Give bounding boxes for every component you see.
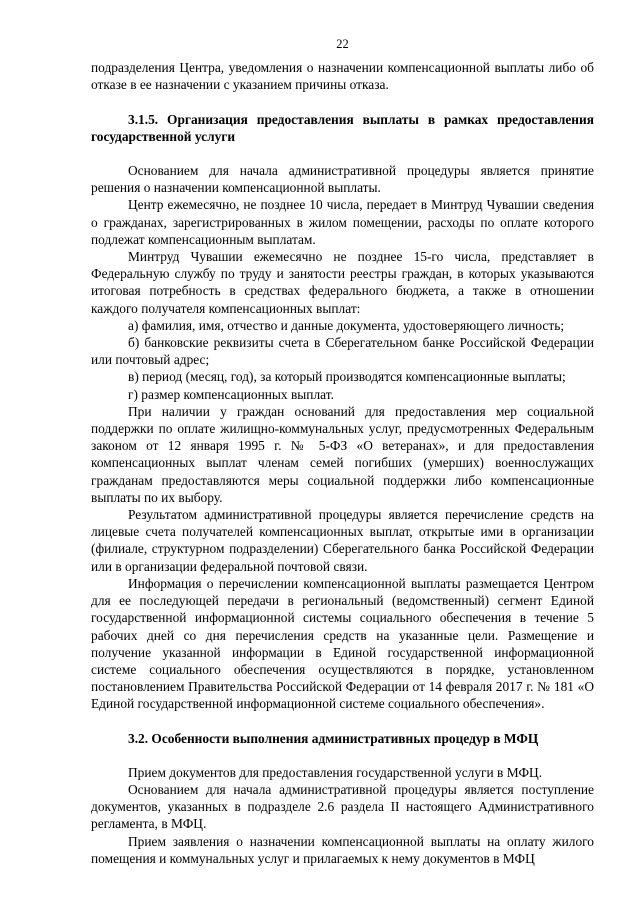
paragraph: Прием документов для предоставления государственной услуги в МФЦ. xyxy=(128,764,543,780)
paragraph: Результатом административной процедуры является перечисление средств на лицевые счета получателей компенсационных выплат, открытые ими в организации (филиале, структурном подразделении) Сберегательного банка Российской Федерации или в организации федеральной почтовой связи. xyxy=(91,507,594,574)
section-heading-3-2: 3.2. Особенности выполнения административных процедур в МФЦ xyxy=(128,730,539,746)
section-body-3-1-5 xyxy=(91,162,594,713)
paragraph: Прием заявления о назначении компенсационной выплаты на оплату жилого помещения и коммунальных услуг и прилагаемых к нему документов в МФЦ xyxy=(91,833,594,866)
paragraph: Минтруд Чувашии ежемесячно не позднее 15-го числа, представляет в Федеральную службу по труду и занятости реестры граждан, в которых указываются итоговая потребность в средствах федерального бюджета, а также в отношении каждого получателя компенсационных выплат: xyxy=(91,249,594,316)
list-item: а) фамилия, имя, отчество и данные документа, удостоверяющего личность; xyxy=(128,317,565,333)
list-item: г) размер компенсационных выплат. xyxy=(128,386,334,402)
paragraph-continuation: подразделения Центра, уведомления о назначении компенсационной выплаты либо об отказе в ее назначении с указанием причины отказа. xyxy=(91,60,594,93)
section-body-3-2 xyxy=(91,764,594,867)
paragraph: Информация о перечислении компенсационной выплаты размещается Центром для ее последующей передачи в региональный (ведомственный) сегмент Единой государственной информационной системы социального обеспечения в течение 5 рабочих дней со дня перечисления средств на указанные цели. Размещение и получение указанной информации в Единой государственной информационной системе социального обеспечения осуществляются в порядке, установленном постановлением Правительства Российской Федерации от 14 февраля 2017 г. № 181 «О Единой государственной информационной системе социального обеспечения». xyxy=(91,575,594,712)
paragraph: Основанием для начала административной процедуры является поступление документов, указанных в подразделе 2.6 раздела II настоящего Административного регламента, в МФЦ. xyxy=(91,781,594,832)
list-item: б) банковские реквизиты счета в Сберегательном банке Российской Федерации или почтовый адрес; xyxy=(91,335,594,368)
list-item: в) период (месяц, год), за который производятся компенсационные выплаты; xyxy=(128,369,566,385)
paragraph: Центр ежемесячно, не позднее 10 числа, передает в Минтруд Чувашии сведения о гражданах, зарегистрированных в жилом помещении, расходы по оплате которого подлежат компенсационным выплатам. xyxy=(91,197,594,247)
paragraph: Основанием для начала административной процедуры является принятие решения о назначении компенсационной выплаты. xyxy=(91,163,594,196)
page-number: 22 xyxy=(336,37,349,51)
paragraph: При наличии у граждан оснований для предоставления мер социальной поддержки по оплате жилищно-коммунальных услуг, предусмотренных Федеральным законом от 12 января 1995 г. № 5-ФЗ «О ветеранах», и для предоставления компенсационных выплат членам семей погибших (умерших) военнослужащих гражданам предоставляются меры социальной поддержки либо компенсационные выплаты по их выбору. xyxy=(91,403,594,505)
document-page xyxy=(91,36,594,867)
section-heading-3-1-5: 3.1.5. Организация предоставления выплаты в рамках предоставления государственной услуги xyxy=(91,111,594,144)
